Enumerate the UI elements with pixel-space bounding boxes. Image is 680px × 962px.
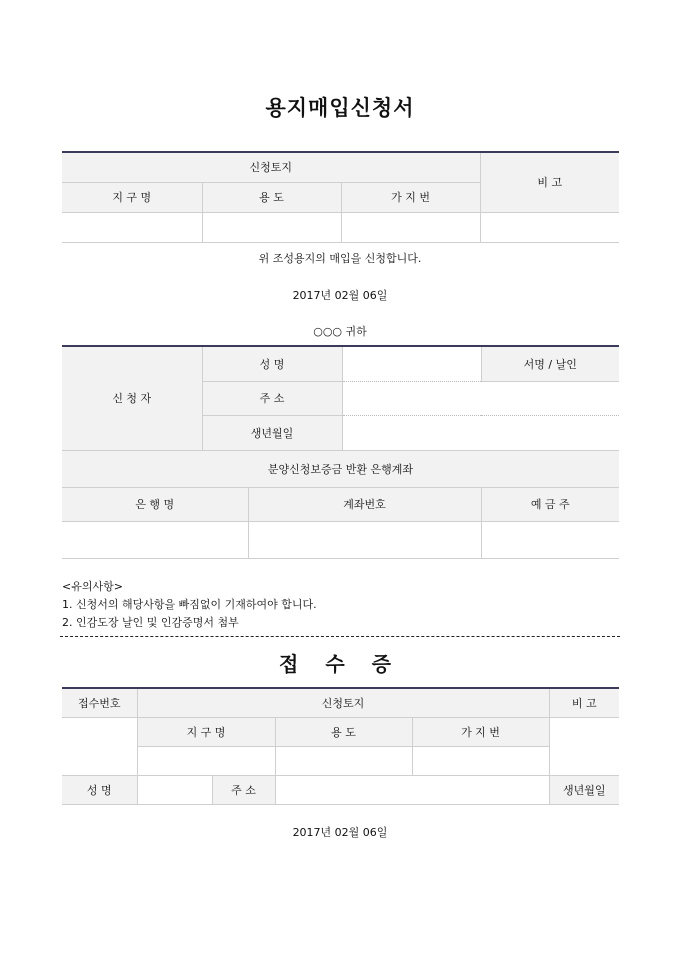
receipt-address-label: 주 소	[212, 775, 275, 804]
birthdate-cell[interactable]	[342, 415, 619, 450]
application-date: 2017년 02월 06일	[292, 289, 388, 302]
bank-name-cell[interactable]	[62, 521, 248, 558]
lot-number-header: 가 지 번	[341, 182, 480, 212]
account-holder-cell[interactable]	[481, 521, 619, 558]
district-name-cell[interactable]	[62, 212, 202, 242]
receipt-number-cell[interactable]	[62, 717, 137, 775]
receipt-date: 2017년 02월 06일	[292, 826, 388, 839]
lot-number-cell[interactable]	[341, 212, 480, 242]
note-item-2: 2. 인감도장 날인 및 인감증명서 첨부	[62, 616, 239, 629]
receipt-lot-header: 가 지 번	[412, 717, 549, 746]
notes-heading: <유의사항>	[62, 580, 123, 593]
receipt-remarks-header: 비 고	[549, 688, 619, 717]
bank-name-header: 은 행 명	[62, 487, 248, 521]
receipt-name-label: 성 명	[62, 775, 137, 804]
receipt-district-header: 지 구 명	[137, 717, 275, 746]
account-number-cell[interactable]	[248, 521, 481, 558]
receipt-table	[62, 687, 619, 805]
applicant-label: 신 청 자	[62, 346, 202, 450]
address-cell[interactable]	[342, 381, 619, 415]
receipt-lot-cell[interactable]	[412, 746, 549, 775]
signature-label: 서명 / 날인	[481, 346, 619, 381]
receipt-usage-header: 용 도	[275, 717, 412, 746]
statement: 위 조성용지의 매입을 신청합니다.	[258, 252, 422, 265]
receipt-birthdate-label: 생년월일	[549, 775, 619, 804]
land-table	[62, 151, 619, 243]
account-holder-header: 예 금 주	[481, 487, 619, 521]
receipt-number-label: 접수번호	[62, 688, 137, 717]
district-name-header: 지 구 명	[62, 182, 202, 212]
usage-cell[interactable]	[202, 212, 341, 242]
receipt-name-cell[interactable]	[137, 775, 212, 804]
form-title: 용지매입신청서	[265, 96, 415, 120]
land-group-header: 신청토지	[62, 152, 480, 182]
account-number-header: 계좌번호	[248, 487, 481, 521]
bank-account-header: 분양신청보증금 반환 은행계좌	[62, 450, 619, 487]
note-item-1: 1. 신청서의 해당사항을 빠짐없이 기재하여야 합니다.	[62, 598, 317, 611]
remarks-cell[interactable]	[480, 212, 619, 242]
applicant-table	[62, 345, 619, 559]
receipt-usage-cell[interactable]	[275, 746, 412, 775]
receipt-address-cell[interactable]	[275, 775, 549, 804]
cut-line	[60, 636, 620, 637]
birthdate-label: 생년월일	[202, 415, 342, 450]
receipt-title: 접 수 증	[279, 652, 401, 676]
name-label: 성 명	[202, 346, 342, 381]
receipt-land-header: 신청토지	[137, 688, 549, 717]
addressee: ○○○ 귀하	[313, 325, 367, 338]
name-cell[interactable]	[342, 346, 481, 381]
receipt-district-cell[interactable]	[137, 746, 275, 775]
address-label: 주 소	[202, 381, 342, 415]
remarks-header: 비 고	[480, 152, 619, 212]
usage-header: 용 도	[202, 182, 341, 212]
receipt-remarks-cell[interactable]	[549, 717, 619, 775]
